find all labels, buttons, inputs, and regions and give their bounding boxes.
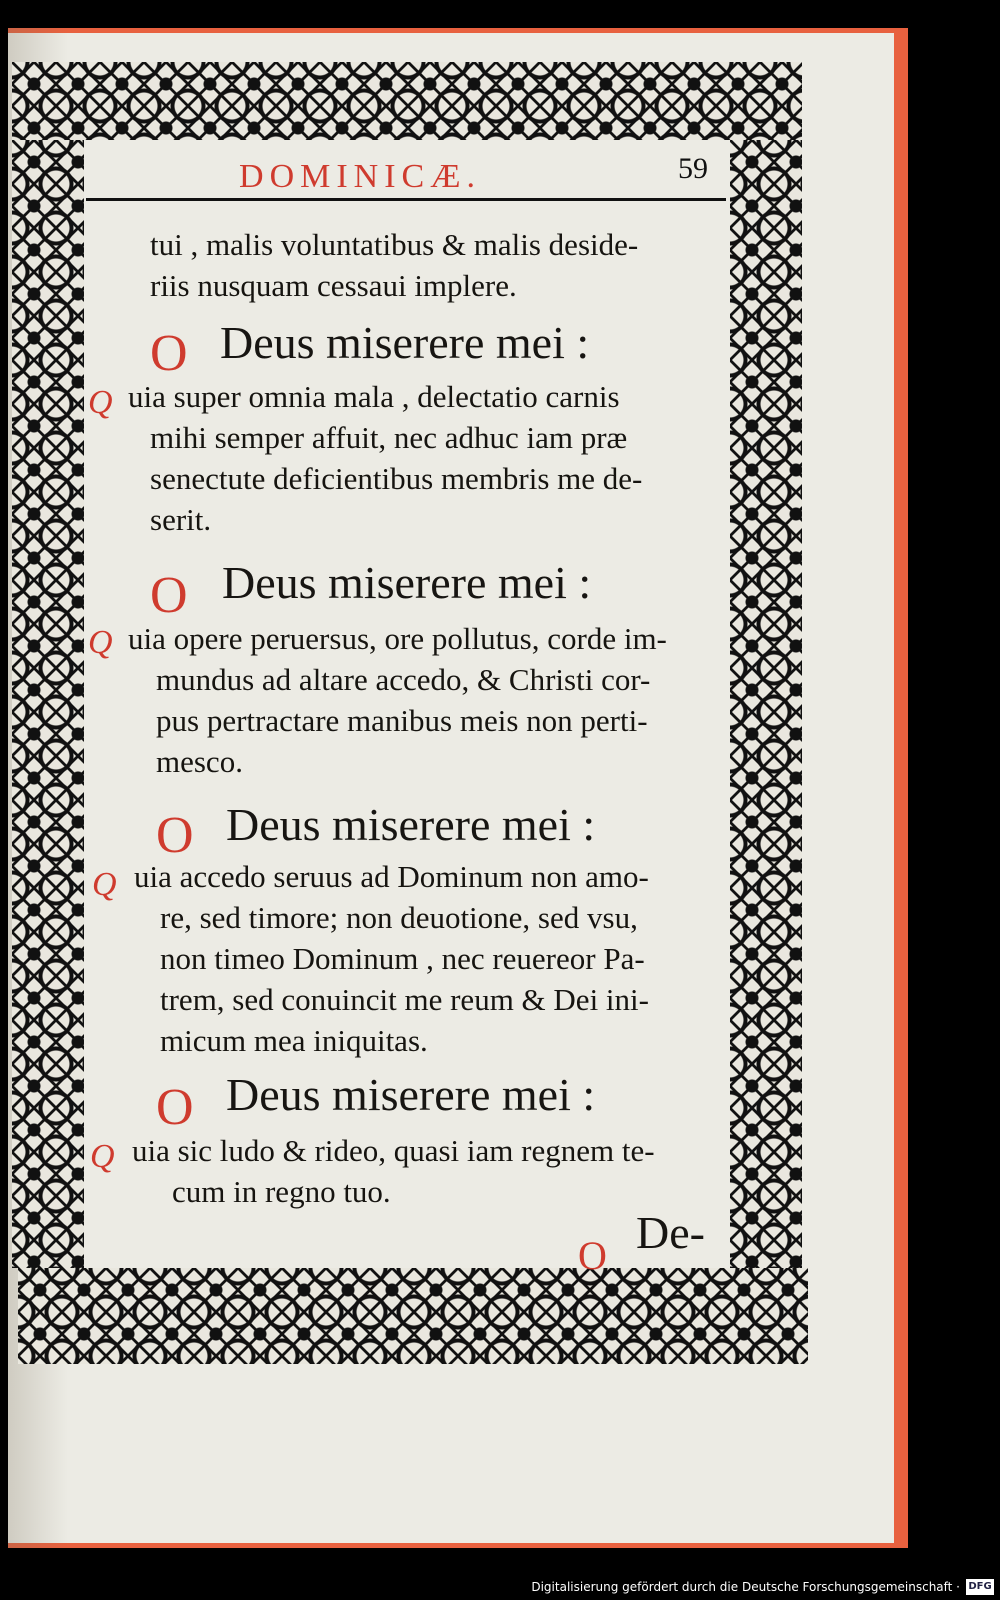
red-initial-Q: Q <box>92 866 117 903</box>
paragraph <box>132 1130 655 1212</box>
text-line: tui , malis voluntatibus & malis deside- <box>150 227 639 262</box>
red-initial-Q: Q <box>90 1138 115 1175</box>
ornamental-border-right <box>730 140 802 1268</box>
invocation-line: Deus miserere mei : <box>226 1069 596 1120</box>
red-initial-O: O <box>156 807 194 864</box>
invocation-line: Deus miserere mei : <box>226 799 596 850</box>
text-line: cum in regno tuo. <box>172 1174 391 1209</box>
red-initial-Q: Q <box>88 384 113 421</box>
red-initial-O: O <box>150 567 188 624</box>
red-initial-O: O <box>578 1233 607 1278</box>
invocation-line: Deus miserere mei : <box>222 557 592 608</box>
text-line: non timeo Dominum , nec reuereor Pa- <box>160 941 645 976</box>
text-line: riis nusquam cessaui implere. <box>150 268 517 303</box>
page-number: 59 <box>678 152 708 185</box>
red-initial-O: O <box>150 325 188 382</box>
text-line: serit. <box>150 502 212 537</box>
text-line: re, sed timore; non deuotione, sed vsu, <box>160 900 638 935</box>
paragraph <box>128 376 642 540</box>
invocation-line: Deus miserere mei : <box>220 317 590 368</box>
text-line: uia accedo seruus ad Dominum non amo- <box>134 859 649 894</box>
ornamental-border-top <box>12 62 802 140</box>
red-initial-O: O <box>156 1079 194 1136</box>
text-line: senectute deficientibus membris me de- <box>150 461 643 496</box>
text-line: uia opere peruersus, ore pollutus, corde im- <box>128 621 667 656</box>
running-head: DOMINICÆ. <box>239 158 481 195</box>
digitization-footer <box>0 1574 1000 1600</box>
text-line: uia super omnia mala , delectatio carnis <box>128 379 620 414</box>
paragraph <box>128 618 667 782</box>
catchword: De- <box>636 1207 705 1258</box>
paragraph <box>134 856 649 1061</box>
red-initial-Q: Q <box>88 624 113 661</box>
text-line: pus pertractare manibus meis non perti- <box>156 703 648 738</box>
text-line: uia sic ludo & rideo, quasi iam regnem te- <box>132 1133 655 1168</box>
header-rule <box>86 198 726 201</box>
text-line: mundus ad altare accedo, & Christi cor- <box>156 662 651 697</box>
footer-credit: Digitalisierung gefördert durch die Deutsche Forschungsgemeinschaft · <box>531 1580 960 1594</box>
ornamental-border-left <box>12 140 84 1268</box>
text-line: micum mea iniquitas. <box>160 1023 428 1058</box>
text-line: trem, sed conuincit me reum & Dei ini- <box>160 982 649 1017</box>
paragraph-continuation <box>150 224 638 306</box>
dfg-logo: DFG <box>966 1579 994 1595</box>
text-line: mihi semper affuit, nec adhuc iam præ <box>150 420 628 455</box>
text-line: mesco. <box>156 744 243 779</box>
ornamental-border-bottom <box>18 1268 808 1364</box>
